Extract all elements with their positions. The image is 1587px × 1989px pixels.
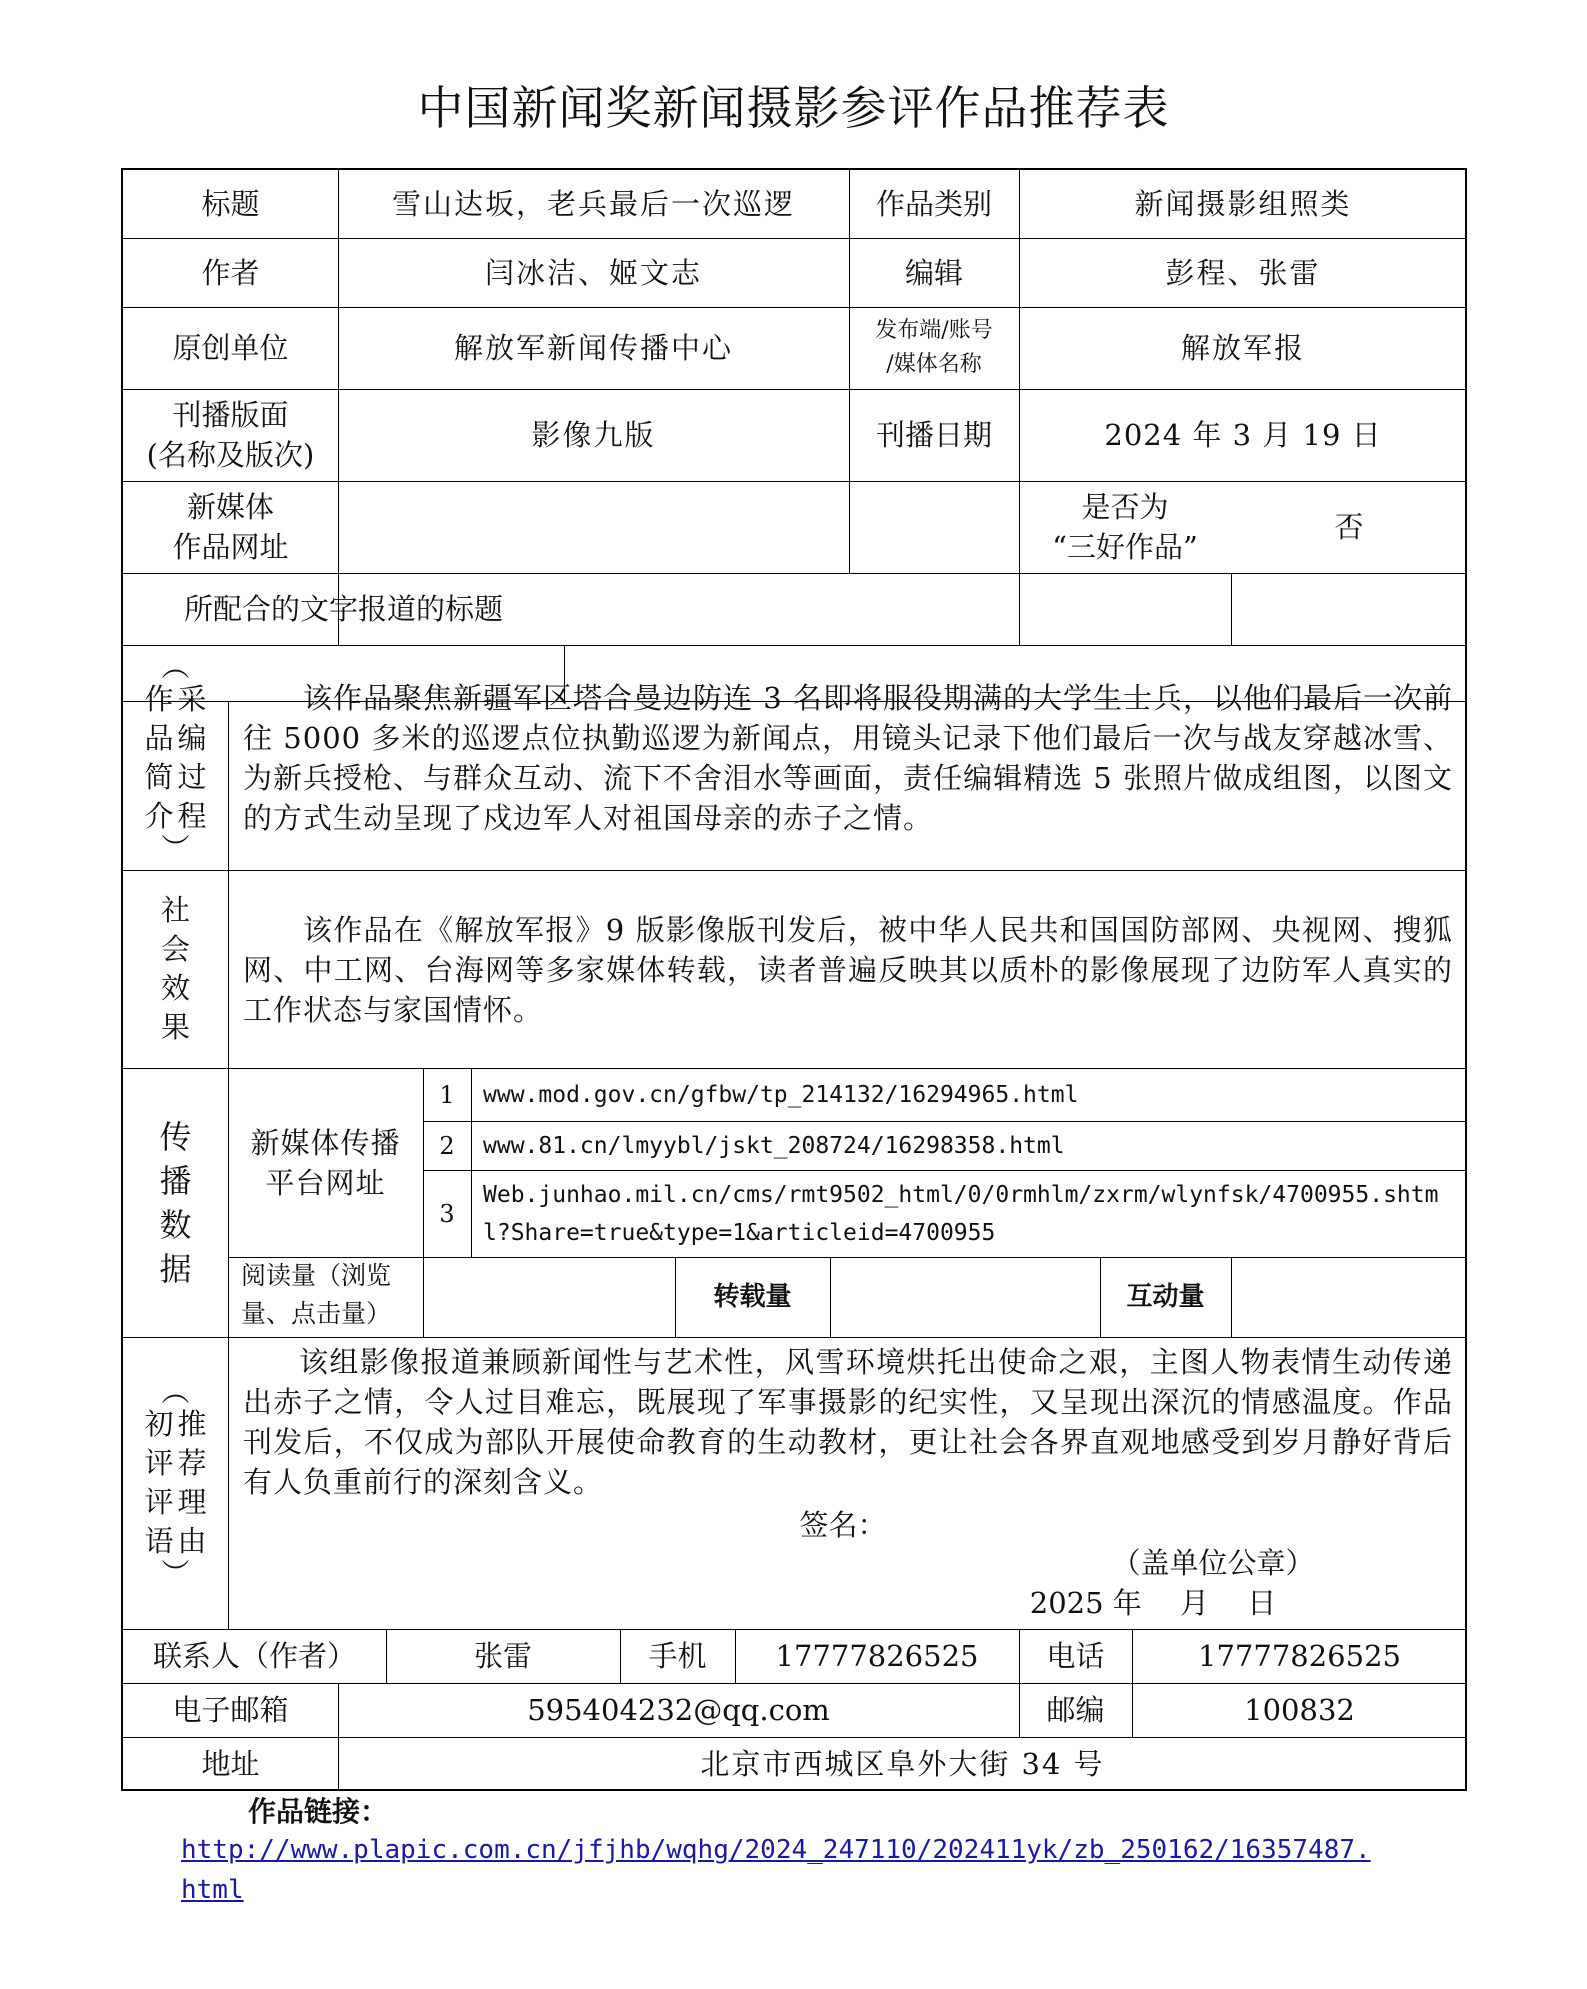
work-title: 雪山达坂，老兵最后一次巡逻: [391, 187, 795, 221]
editor-value: 彭程、张雷: [1165, 255, 1321, 290]
intro-char: 介: [144, 798, 174, 833]
intro-char: 过: [177, 759, 207, 794]
contact-value: 张雷: [473, 1639, 532, 1673]
platform-label-line2: 平台网址: [265, 1165, 386, 1200]
sanhao-label-line1: 是否为: [1081, 490, 1169, 524]
platform-label: [228, 1068, 423, 1257]
sanhao-value: 否: [1334, 510, 1364, 544]
reposts-value: [830, 1257, 1100, 1337]
reason-char: 理: [177, 1485, 207, 1519]
text-title-value: [564, 573, 1467, 645]
effect-char: 果: [160, 1010, 190, 1044]
unit-value: 解放军新闻传播中心: [453, 331, 733, 365]
link-number: 2: [439, 1131, 455, 1160]
category-label: 作品类别: [875, 187, 992, 221]
contact-label: 联系人（作者）: [152, 1639, 356, 1673]
platform-label-line1: 新媒体传播: [250, 1125, 401, 1160]
sanhao-label: [1019, 481, 1231, 573]
sign-date: 2025 年 月 日: [1029, 1586, 1277, 1620]
url-value: [338, 481, 1019, 573]
phone-label: 电话: [1046, 1639, 1105, 1673]
reason-char: 语: [144, 1524, 174, 1558]
publisher-label: [849, 307, 1019, 389]
intro-char: 作: [144, 681, 174, 716]
intro-char: 品: [144, 720, 174, 755]
platform-link[interactable]: www.81.cn/lmyybl/jskt_208724/16298358.html: [483, 1132, 1065, 1159]
intro-text: 该作品聚焦新疆军区塔合曼边防连 3 名即将服役期满的大学生士兵，以他们最后一次前往 5000 多米的巡逻点位执勤巡逻为新闻点，用镜头记录下他们最后一次与战友穿越冰雪、为新兵授枪、与群众互动、流下不舍泪水等画面，责任编辑精选 5 张照片做成组图，以图文的方式生动呈现了戍边军人对祖国母亲的赤子之情。: [243, 681, 1453, 835]
effect-label: [123, 870, 228, 1068]
reason-label: [123, 1337, 228, 1629]
publisher-label-line2: /媒体名称: [886, 352, 982, 377]
intro-char: 采: [177, 681, 207, 716]
reason-char: 荐: [177, 1446, 207, 1480]
page-label-line1: 刊播版面: [172, 398, 289, 432]
date-value: 2024 年 3 月 19 日: [1104, 418, 1382, 452]
effect-text: 该作品在《解放军报》9 版影像版刊发后，被中华人民共和国国防部网、央视网、搜狐网、中工网、台海网等多家媒体转载，读者普遍反映其以质朴的影像展现了边防军人真实的工作状态与家国情怀。: [243, 913, 1453, 1027]
effect-char: 社: [160, 893, 190, 927]
mobile-label: 手机: [648, 1639, 707, 1673]
reads-label: [241, 1257, 423, 1337]
address-label: 地址: [201, 1747, 260, 1781]
platform-link[interactable]: [483, 1170, 1463, 1257]
publisher-value: 解放军报: [1180, 331, 1305, 365]
work-link-line2[interactable]: html: [181, 1875, 244, 1905]
intro-label: [123, 645, 228, 870]
reason-paren-open: ︵: [161, 1375, 190, 1408]
spread-char: 据: [159, 1249, 192, 1288]
work-link-line1[interactable]: http://www.plapic.com.cn/jfjhb/wqhg/2024_247110/202411yk/zb_250162/16357487.: [181, 1835, 1371, 1865]
reads-value: [423, 1257, 675, 1337]
page-label-line2: (名称及版次): [146, 438, 315, 472]
url-label-line2: 作品网址: [172, 530, 289, 564]
zip-value: 100832: [1244, 1693, 1355, 1727]
effect-char: 会: [160, 932, 190, 966]
spread-char: 播: [159, 1161, 192, 1200]
email-label: 电子邮箱: [172, 1693, 289, 1727]
seal-label: （盖单位公章）: [1111, 1546, 1315, 1580]
interactions-label: 互动量: [1126, 1282, 1205, 1312]
reason-text: 该组影像报道兼顾新闻性与艺术性，风雪环境烘托出使命之艰，主图人物表情生动传递出赤子之情，令人过目难忘，既展现了军事摄影的纪实性，又呈现出深沉的情感温度。作品刊发后，不仅成为部队开展使命教育的生动教材，更让社会各界直观地感受到岁月静好背后有人负重前行的深刻含义。: [243, 1345, 1453, 1499]
reason-char: 推: [177, 1407, 207, 1441]
intro-char: 简: [144, 759, 174, 794]
reason-char: 评: [144, 1485, 174, 1519]
link-number: 3: [439, 1199, 455, 1228]
intro-char: 程: [177, 798, 207, 833]
page-title: 中国新闻奖新闻摄影参评作品推荐表: [417, 81, 1170, 135]
date-label: 刊播日期: [875, 418, 992, 452]
platform-link-line1: Web.junhao.mil.cn/cms/rmt9502_html/0/0rmhlm/zxrm/wlynfsk/4700955.shtm: [483, 1181, 1439, 1208]
spread-char: 数: [159, 1205, 192, 1244]
sanhao-label-line2: “三好作品”: [1052, 530, 1198, 564]
phone-value: 17777826525: [1198, 1639, 1401, 1673]
publisher-label-line1: 发布端/账号: [875, 318, 993, 343]
intro-paren-open: ︵: [161, 649, 190, 683]
reason-char: 评: [144, 1446, 174, 1480]
interactions-value: [1231, 1257, 1467, 1337]
effect-char: 效: [160, 971, 190, 1005]
address-value: 北京市西城区阜外大街 34 号: [700, 1747, 1105, 1781]
page-label: [123, 389, 338, 481]
recommendation-form: [121, 168, 1467, 1791]
reads-label-line2: 量、点击量）: [241, 1299, 392, 1328]
spread-char: 传: [159, 1117, 192, 1156]
work-link[interactable]: [181, 1830, 1451, 1910]
page-value: 影像九版: [531, 418, 656, 452]
url-label-line1: 新媒体: [186, 490, 274, 524]
title-label: 标题: [201, 187, 260, 221]
reason-paren-close: ︶: [161, 1557, 190, 1590]
reason-char: 由: [177, 1524, 207, 1558]
sign-label: 签名：: [799, 1508, 887, 1542]
link-number: 1: [439, 1080, 455, 1109]
spread-label: [123, 1068, 228, 1337]
author-label: 作者: [201, 255, 260, 290]
platform-link[interactable]: www.mod.gov.cn/gfbw/tp_214132/16294965.html: [483, 1081, 1079, 1108]
reposts-label: 转载量: [713, 1282, 792, 1312]
intro-paren-close: ︶: [161, 831, 190, 865]
unit-label: 原创单位: [172, 331, 289, 365]
mobile-value: 17777826525: [775, 1639, 979, 1673]
url-label: [123, 481, 338, 573]
email-value: 595404232@qq.com: [527, 1693, 830, 1727]
reason-char: 初: [144, 1407, 174, 1441]
work-category: 新闻摄影组照类: [1134, 187, 1352, 221]
platform-link-line2: l?Share=true&type=1&articleid=4700955: [483, 1219, 996, 1246]
editor-label: 编辑: [904, 255, 963, 290]
text-title-label: 所配合的文字报道的标题: [183, 592, 503, 626]
reads-label-line1: 阅读量（浏览: [241, 1261, 392, 1290]
intro-char: 编: [177, 720, 207, 755]
work-link-label: 作品链接：: [248, 1795, 389, 1828]
author-value: 闫冰洁、姬文志: [484, 255, 702, 290]
zip-label: 邮编: [1046, 1693, 1105, 1727]
